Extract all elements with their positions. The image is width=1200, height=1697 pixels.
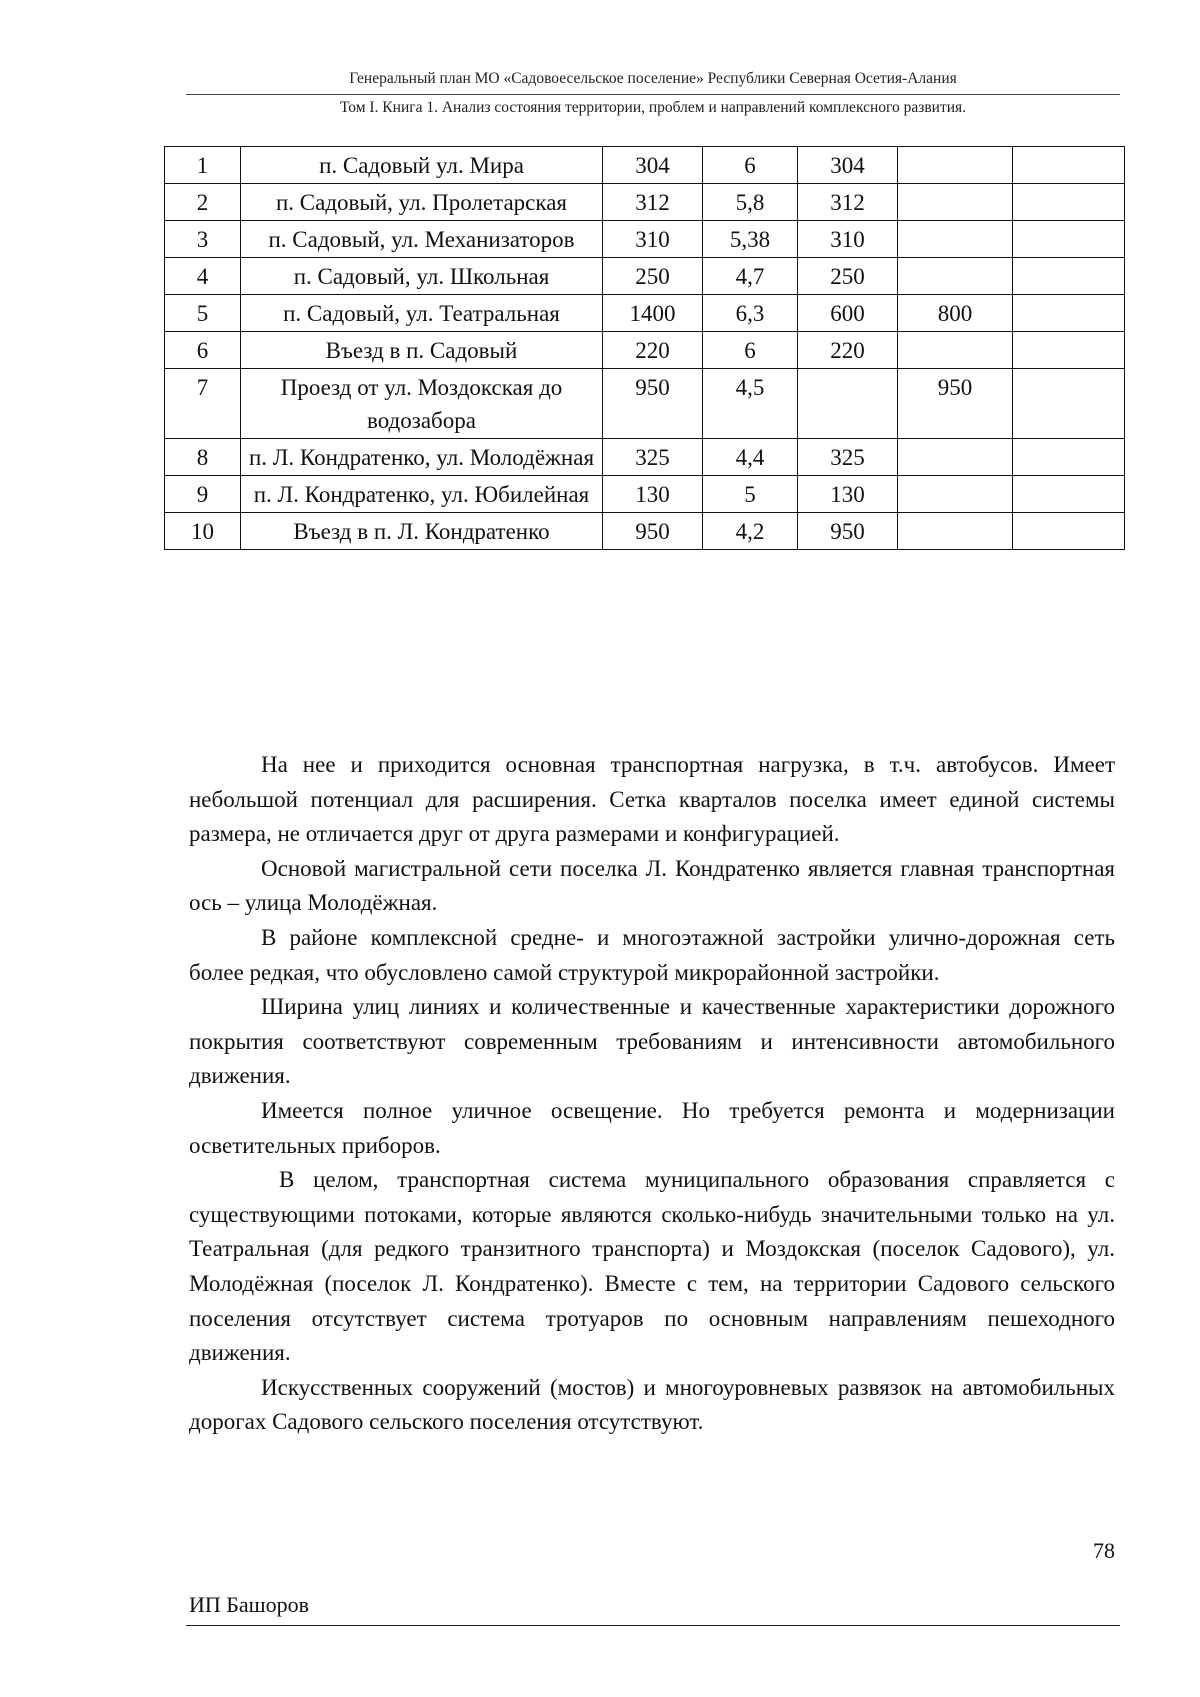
table-cell: 600 xyxy=(798,295,898,332)
table-cell xyxy=(798,369,898,439)
paragraph: Искусственных сооружений (мостов) и многоуровневых развязок на автомобильных дорогах Садового сельского поселения отсутствуют. xyxy=(189,1374,1115,1435)
table-cell: 130 xyxy=(798,476,898,513)
row-number-cell: 9 xyxy=(165,476,241,513)
table-cell: 6,3 xyxy=(703,295,798,332)
table-cell: 5 xyxy=(703,476,798,513)
table-cell xyxy=(1013,332,1125,369)
table-cell: 4,4 xyxy=(703,439,798,476)
table-cell xyxy=(898,184,1013,221)
table-row xyxy=(165,221,1125,258)
table-cell: 800 xyxy=(898,295,1013,332)
row-number-cell: 3 xyxy=(165,221,241,258)
row-number-cell: 2 xyxy=(165,184,241,221)
table-cell: 950 xyxy=(603,369,703,439)
table-cell xyxy=(1013,184,1125,221)
table-cell: 304 xyxy=(798,147,898,184)
table-cell: 250 xyxy=(798,258,898,295)
table-cell xyxy=(1013,295,1125,332)
table-row xyxy=(165,184,1125,221)
table-cell xyxy=(1013,369,1125,439)
paragraph: Ширина улиц линиях и количественные и качественные характеристики дорожного покрытия соответствуют современным требованиям и интенсивности автомобильного движения. xyxy=(189,994,1115,1089)
table-cell xyxy=(1013,476,1125,513)
table-cell: 950 xyxy=(603,513,703,550)
table-cell: 312 xyxy=(798,184,898,221)
table-cell xyxy=(898,513,1013,550)
table-cell: 5,8 xyxy=(703,184,798,221)
table-cell: 4,5 xyxy=(703,369,798,439)
row-number-cell: 8 xyxy=(165,439,241,476)
paragraph: На нее и приходится основная транспортная нагрузка, в т.ч. автобусов. Имеет небольшой потенциал для расширения. Сетка кварталов поселка имеет единой системы размера, не отличается друг от друга размерами и конфигурацией. xyxy=(189,752,1115,847)
road-name-cell: п. Л. Кондратенко, ул. Юбилейная xyxy=(241,476,603,513)
table-cell xyxy=(1013,221,1125,258)
road-name-cell: п. Садовый ул. Мира xyxy=(241,147,603,184)
row-number-cell: 5 xyxy=(165,295,241,332)
table-cell: 325 xyxy=(798,439,898,476)
table-row xyxy=(165,258,1125,295)
table-cell xyxy=(898,332,1013,369)
table-cell: 310 xyxy=(603,221,703,258)
table-cell: 950 xyxy=(798,513,898,550)
header-divider xyxy=(186,94,1120,95)
table-cell: 310 xyxy=(798,221,898,258)
table-cell: 220 xyxy=(798,332,898,369)
table-row xyxy=(165,513,1125,550)
table-cell xyxy=(898,476,1013,513)
row-number-cell: 4 xyxy=(165,258,241,295)
page-number: 78 xyxy=(1093,1538,1115,1563)
paragraph: Основой магистральной сети поселка Л. Кондратенко является главная транспортная ось – улица Молодёжная. xyxy=(189,855,1115,916)
table-cell xyxy=(1013,147,1125,184)
footer-author: ИП Башоров xyxy=(189,1592,310,1617)
road-name-cell: п. Садовый, ул. Пролетарская xyxy=(241,184,603,221)
table-cell xyxy=(1013,258,1125,295)
table-cell: 312 xyxy=(603,184,703,221)
road-name-cell: п. Садовый, ул. Механизаторов xyxy=(241,221,603,258)
table-cell xyxy=(898,258,1013,295)
running-header-subtitle: Том I. Книга 1. Анализ состояния территории, проблем и направлений комплексного развития. xyxy=(339,99,967,116)
table-row xyxy=(165,476,1125,513)
roads-table-body xyxy=(165,147,1125,550)
road-name-cell: п. Л. Кондратенко, ул. Молодёжная xyxy=(241,439,603,476)
roads-table xyxy=(164,146,1125,550)
road-name-cell: п. Садовый, ул. Театральная xyxy=(241,295,603,332)
table-cell: 6 xyxy=(703,332,798,369)
body-text xyxy=(189,748,1115,1440)
road-name-cell: Въезд в п. Садовый xyxy=(241,332,603,369)
table-cell: 4,7 xyxy=(703,258,798,295)
table-cell: 304 xyxy=(603,147,703,184)
table-cell xyxy=(1013,513,1125,550)
road-name-cell: п. Садовый, ул. Школьная xyxy=(241,258,603,295)
table-cell: 6 xyxy=(703,147,798,184)
table-cell xyxy=(898,147,1013,184)
table-cell xyxy=(1013,439,1125,476)
row-number-cell: 6 xyxy=(165,332,241,369)
road-name-cell: Въезд в п. Л. Кондратенко xyxy=(241,513,603,550)
row-number-cell: 10 xyxy=(165,513,241,550)
table-cell: 1400 xyxy=(603,295,703,332)
table-cell: 4,2 xyxy=(703,513,798,550)
table-cell: 130 xyxy=(603,476,703,513)
table-row xyxy=(165,295,1125,332)
road-name-cell: Проезд от ул. Моздокская до водозабора xyxy=(241,369,603,439)
running-header-title: Генеральный план МО «Садовоесельское поселение» Республики Северная Осетия-Алания xyxy=(349,70,957,87)
footer-divider xyxy=(186,1625,1120,1626)
table-row xyxy=(165,369,1125,439)
table-cell: 250 xyxy=(603,258,703,295)
paragraph: В целом, транспортная система муниципального образования справляется с существующими потоками, которые являются сколько-нибудь значительными только на ул. Театральная (для редкого транзитного транспорта) и Моздокская (поселок Садового), ул. Молодёжная (поселок Л. Кондратенко). Вместе с тем, на территории Садового сельского поселения отсутствует система тротуаров по основным направлениям пешеходного движения. xyxy=(189,1167,1115,1366)
table-cell: 5,38 xyxy=(703,221,798,258)
table-cell: 220 xyxy=(603,332,703,369)
paragraph: Имеется полное уличное освещение. Но требуется ремонта и модернизации осветительных приборов. xyxy=(189,1097,1115,1158)
table-cell xyxy=(898,439,1013,476)
table-cell xyxy=(898,221,1013,258)
table-row xyxy=(165,439,1125,476)
row-number-cell: 1 xyxy=(165,147,241,184)
table-row xyxy=(165,147,1125,184)
table-cell: 950 xyxy=(898,369,1013,439)
table-cell: 325 xyxy=(603,439,703,476)
row-number-cell: 7 xyxy=(165,369,241,439)
table-row xyxy=(165,332,1125,369)
paragraph: В районе комплексной средне- и многоэтажной застройки улично-дорожная сеть более редкая, что обусловлено самой структурой микрорайонной застройки. xyxy=(189,924,1115,985)
